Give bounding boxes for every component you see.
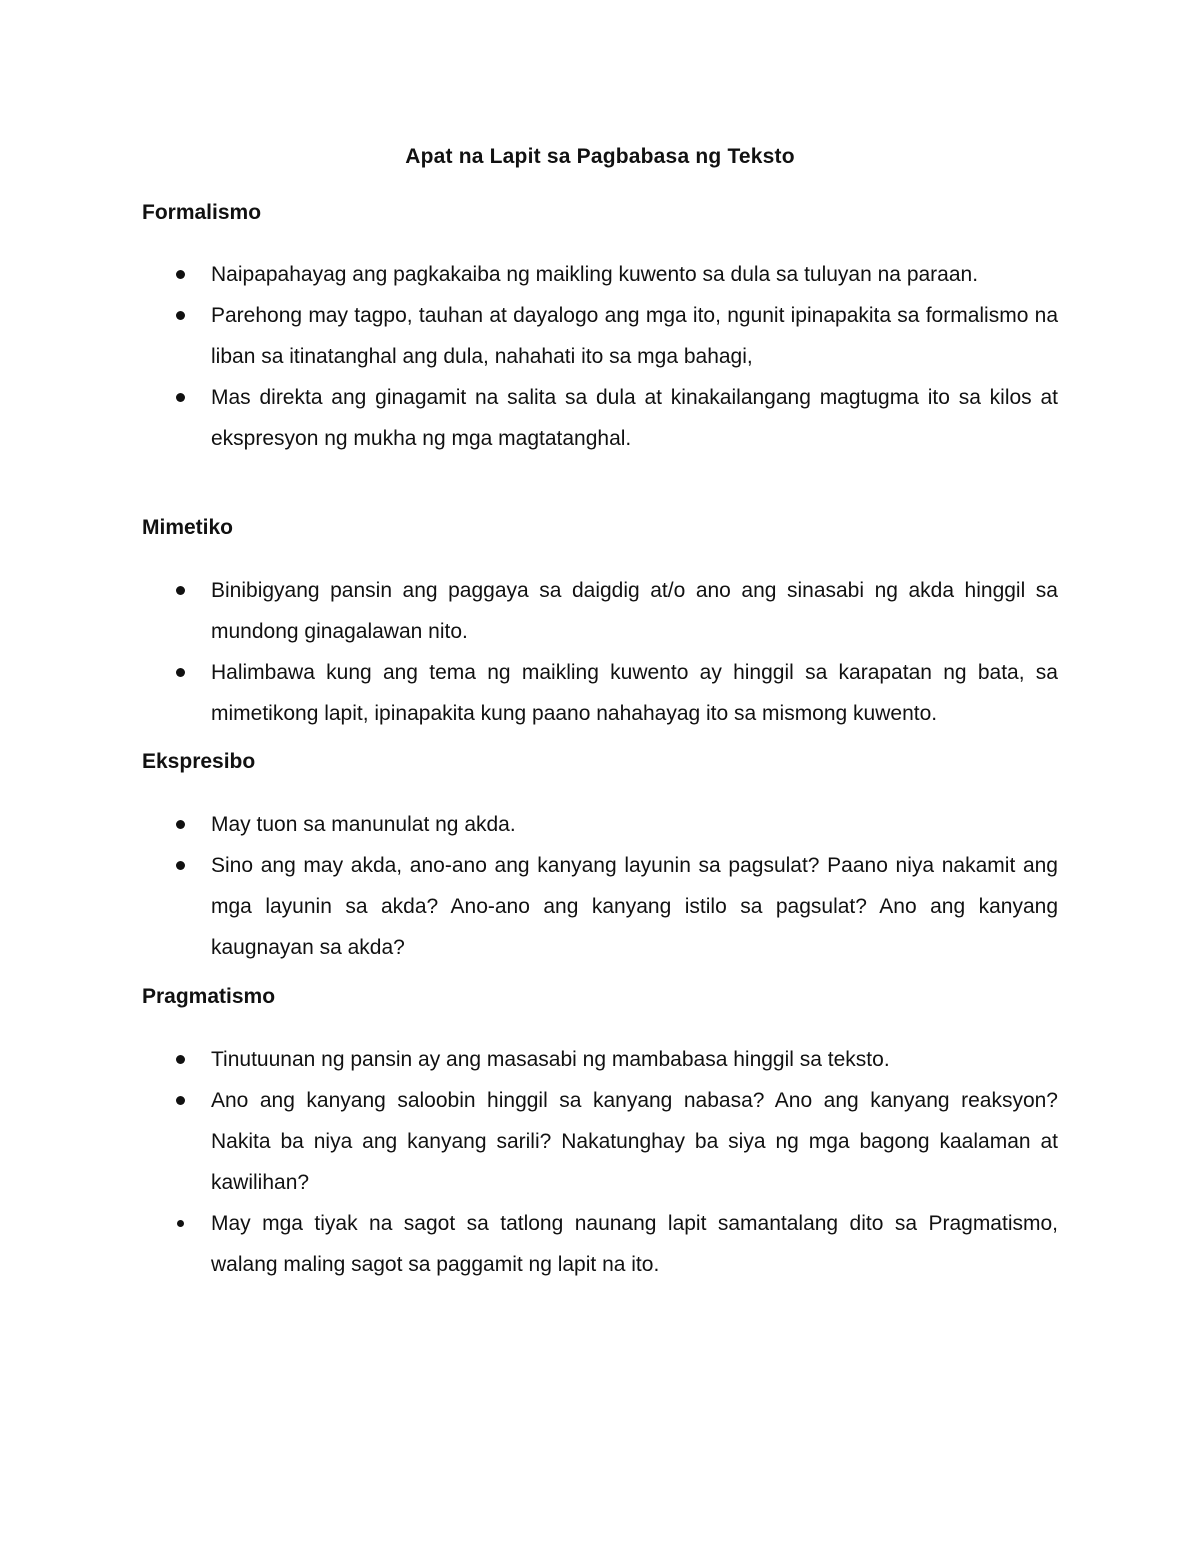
bullet-icon <box>176 393 185 402</box>
list-item <box>142 570 1058 652</box>
bullet-icon <box>177 1220 184 1227</box>
bullet-icon <box>176 668 185 677</box>
bullet-list <box>142 1039 1058 1285</box>
document-title: Apat na Lapit sa Pagbabasa ng Teksto <box>405 145 795 168</box>
list-item <box>142 295 1058 377</box>
list-item <box>142 845 1058 968</box>
bullet-icon <box>176 861 185 870</box>
list-item-text: Sino ang may akda, ano-ano ang kanyang layunin sa pagsulat? Paano niya nakamit ang mga layunin sa akda? Ano-ano ang kanyang istilo sa pagsulat? Ano ang kanyang kaugnayan sa akda? <box>211 854 1058 959</box>
section-heading: Ekspresibo <box>142 750 256 773</box>
bullet-list <box>142 254 1058 459</box>
list-item-text: Binibigyang pansin ang paggaya sa daigdig at/o ano ang sinasabi ng akda hinggil sa mundong ginagalawan nito. <box>211 579 1058 643</box>
bullet-list <box>142 804 1058 968</box>
list-item-text: Ano ang kanyang saloobin hinggil sa kanyang nabasa? Ano ang kanyang reaksyon? Nakita ba niya ang kanyang sarili? Nakatunghay ba siya ng mga bagong kaalaman at kawilihan? <box>211 1089 1058 1194</box>
list-item-text: May tuon sa manunulat ng akda. <box>211 813 516 836</box>
section-heading: Pragmatismo <box>142 985 276 1008</box>
list-item <box>142 1039 1058 1080</box>
bullet-icon <box>176 586 185 595</box>
list-item <box>142 377 1058 459</box>
list-item <box>142 1203 1058 1285</box>
list-item <box>142 652 1058 734</box>
bullet-icon <box>176 1096 185 1105</box>
bullet-icon <box>176 270 185 279</box>
bullet-list <box>142 570 1058 734</box>
section-mimetiko <box>142 514 1058 734</box>
list-item <box>142 1080 1058 1203</box>
bullet-icon <box>176 311 185 320</box>
section-ekspresibo <box>142 748 1058 968</box>
bullet-icon <box>176 1055 185 1064</box>
bullet-icon <box>176 820 185 829</box>
section-heading: Formalismo <box>142 201 262 224</box>
list-item-text: Tinutuunan ng pansin ay ang masasabi ng mambabasa hinggil sa teksto. <box>211 1048 890 1071</box>
list-item <box>142 804 1058 845</box>
list-item <box>142 254 1058 295</box>
list-item-text: Mas direkta ang ginagamit na salita sa dula at kinakailangang magtugma ito sa kilos at ekspresyon ng mukha ng mga magtatanghal. <box>211 386 1058 450</box>
section-formalismo <box>142 199 1058 459</box>
list-item-text: Halimbawa kung ang tema ng maikling kuwento ay hinggil sa karapatan ng bata, sa mimetikong lapit, ipinapakita kung paano nahahayag ito sa mismong kuwento. <box>211 661 1058 725</box>
section-pragmatismo <box>142 983 1058 1285</box>
list-item-text: Naipapahayag ang pagkakaiba ng maikling kuwento sa dula sa tuluyan na paraan. <box>211 263 979 286</box>
list-item-text: Parehong may tagpo, tauhan at dayalogo ang mga ito, ngunit ipinapakita sa formalismo na liban sa itinatanghal ang dula, nahahati ito sa mga bahagi, <box>211 304 1058 368</box>
section-heading: Mimetiko <box>142 516 234 539</box>
list-item-text: May mga tiyak na sagot sa tatlong naunang lapit samantalang dito sa Pragmatismo, walang maling sagot sa paggamit ng lapit na ito. <box>211 1212 1058 1276</box>
